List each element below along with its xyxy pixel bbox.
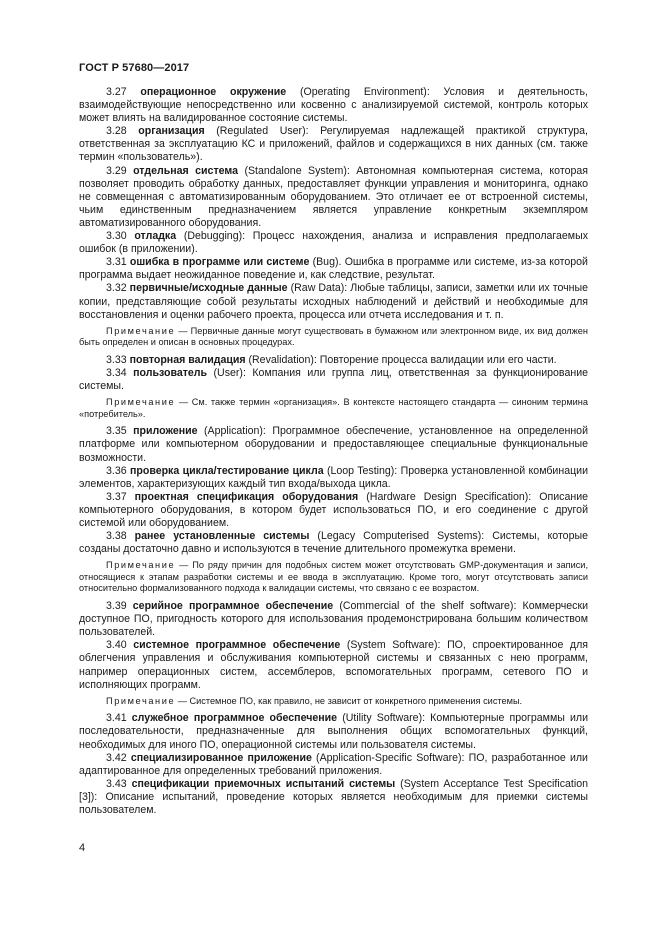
- term-name: операционное окружение: [140, 86, 287, 98]
- note-text: — Системное ПО, как правило, не зависит от конкретного применения системы.: [175, 695, 523, 706]
- note-label: Примечание: [106, 560, 176, 571]
- term-definition: (Operating Environment): Условия и деятельность, взаимодействующие непосредственно или косвенно с анализируемой системой, контроль которых может влиять на валидированное состояние системы.: [79, 86, 588, 125]
- note: [79, 560, 588, 595]
- term-definition: (Application-Specific Software): ПО, разработанное или адаптированное для определенных требований приложения.: [79, 751, 588, 777]
- term-name: системное программное обеспечение: [133, 639, 341, 652]
- term-number: 3.43: [106, 777, 127, 790]
- term-entry: [79, 256, 588, 282]
- term-definition: (Revalidation): Повторение процесса валидации или его части.: [245, 353, 557, 366]
- term-number: 3.39: [106, 600, 127, 613]
- term-name: специализированное приложение: [130, 751, 312, 764]
- term-name: отладка: [134, 230, 177, 243]
- term-entry: [79, 639, 588, 691]
- term-entry: [79, 600, 588, 639]
- term-number: 3.37: [106, 490, 127, 503]
- term-entry: [79, 465, 588, 491]
- term-number: 3.30: [106, 230, 127, 243]
- term-entry: [79, 367, 588, 393]
- term-entry: [79, 86, 588, 125]
- page-number: 4: [79, 842, 86, 854]
- term-definition: (Utility Software): Компьютерные программы или последовательности, предназначенные для выполнения общих вспомогательных функций, необходимых для иного ПО, операционной системы или пользователя системы.: [79, 712, 588, 751]
- term-name: первичные/исходные данные: [129, 282, 288, 295]
- term-number: 3.42: [106, 751, 127, 764]
- term-name: серийное программное обеспечение: [132, 600, 334, 613]
- term-definition: (Hardware Design Specification): Описание компьютерного оборудования, в котором будет использоваться ПО, и его соединение с другой системой или оборудованием.: [79, 490, 588, 529]
- term-name: ранее установленные системы: [134, 530, 310, 543]
- page-header: ГОСТ Р 57680—2017: [79, 62, 190, 74]
- note-label: Примечание: [106, 325, 176, 336]
- note-text: — По ряду причин для подобных систем может отсутствовать GMP-документация и записи, относящиеся к этапам разработки системы и ее ввода в эксплуатацию. Кроме того, могут отсутствовать записи относительно формализованного подхода к валидации системы, что связано с ее возрастом.: [79, 560, 588, 594]
- term-entry: [79, 530, 588, 556]
- term-entry: [79, 425, 588, 464]
- term-name: проверка цикла/тестирование цикла: [129, 464, 324, 477]
- term-definition: (Bug). Ошибка в программе или системе, из-за которой программа выдает неожиданное поведение и, как следствие, результат.: [79, 256, 588, 282]
- term-definition: (Regulated User): Регулируемая надлежащей практикой структура, ответственная за эксплуатацию КС и приложений, файлов и содержащихся в них данных (см. также термин «пользователь»).: [79, 125, 588, 164]
- note-text: — См. также термин «организация». В контексте настоящего стандарта — синоним термина «потребитель».: [79, 397, 588, 419]
- term-entry: [79, 354, 588, 367]
- term-entry: [79, 125, 588, 164]
- term-definition: (Standalone System): Автономная компьютерная система, которая позволяет проводить обработку данных, предоставляет функции управления и мониторинга, однако не совмещенная с автоматизированным оборудованием. Это отличает ее от встроенной системы, чьим единственным предназначением является управление конкретным экземпляром автоматизированного оборудования.: [79, 164, 588, 229]
- note-label: Примечание: [106, 695, 176, 706]
- term-number: 3.35: [106, 425, 127, 438]
- term-definition: (Legacy Computerised Systems): Системы, которые созданы достаточно давно и используются в течение длительного промежутка времени.: [79, 530, 588, 556]
- term-definition: (Commercial of the shelf software): Коммерчески доступное ПО, пригодность которого для использования продемонстрирована большим количеством пользователей.: [79, 600, 588, 639]
- term-definition: (Application): Программное обеспечение, установленное на определенной платформе или компьютерном оборудовании и предоставляющее специальные функциональные возможности.: [79, 425, 588, 464]
- term-entry: [79, 491, 588, 530]
- term-number: 3.27: [106, 86, 127, 98]
- term-definition: (Debugging): Процесс нахождения, анализа и исправления предполагаемых ошибок (в приложении).: [79, 230, 588, 256]
- term-number: 3.36: [106, 464, 127, 477]
- term-definition: (Loop Testing): Проверка установленной комбинации элементов, характеризующих каждый тип входа/выхода цикла.: [79, 464, 588, 490]
- term-name: проектная спецификация оборудования: [134, 490, 359, 503]
- term-name: отдельная система: [133, 164, 238, 177]
- term-number: 3.38: [106, 530, 127, 543]
- note: [79, 397, 588, 420]
- term-entry: [79, 165, 588, 230]
- term-name: спецификации приемочных испытаний системы: [131, 777, 396, 790]
- term-name: повторная валидация: [129, 353, 246, 366]
- term-number: 3.34: [106, 366, 127, 379]
- term-number: 3.32: [106, 282, 127, 295]
- term-number: 3.33: [106, 353, 127, 366]
- term-entry: [79, 712, 588, 751]
- note-text: — Первичные данные могут существовать в бумажном или электронном виде, их вид должен быть определен и описан в основных процедурах.: [79, 325, 588, 348]
- term-definition: (System Acceptance Test Specification [3]): Описание испытаний, проведение которых является необходимым для приемки системы пользователем.: [79, 777, 588, 816]
- term-name: организация: [138, 125, 205, 138]
- term-name: служебное программное обеспечение: [131, 712, 338, 725]
- term-number: 3.29: [106, 164, 127, 177]
- term-number: 3.40: [106, 639, 127, 652]
- note: [79, 326, 588, 349]
- term-definition: (Raw Data): Любые таблицы, записи, заметки или их точные копии, представляющие собой результаты исходных наблюдений и действий и необходимые для восстановления и оценки рабочего проекта, процесса или отчета исследования и т. п.: [79, 282, 588, 321]
- term-number: 3.41: [106, 712, 127, 725]
- note-label: Примечание: [106, 397, 176, 408]
- term-name: пользователь: [133, 366, 208, 379]
- term-name: ошибка в программе или системе: [129, 256, 310, 269]
- term-entry: [79, 230, 588, 256]
- term-number: 3.28: [106, 125, 127, 138]
- document-body: [79, 86, 588, 817]
- term-definition: (System Software): ПО, спроектированное для облегчения управления и обслуживания компьютерной системы и связанных с нею программ, например операционных систем, ассемблеров, вспомогательных программ, сетевого ПО и исполняющих программ.: [79, 639, 588, 691]
- note: [79, 696, 588, 708]
- term-name: приложение: [133, 425, 198, 438]
- term-definition: (User): Компания или группа лиц, ответственная за функционирование системы.: [79, 366, 588, 393]
- term-entry: [79, 282, 588, 321]
- term-entry: [79, 752, 588, 778]
- term-number: 3.31: [106, 256, 127, 269]
- term-entry: [79, 778, 588, 817]
